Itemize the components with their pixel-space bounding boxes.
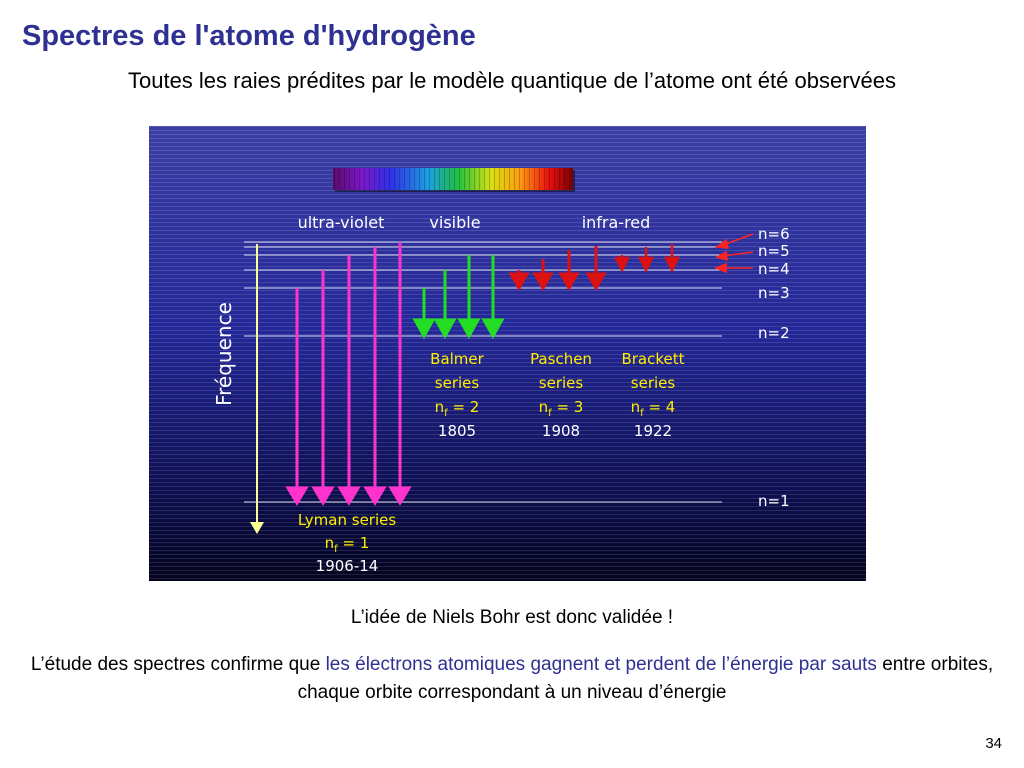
region-label-ir: infra-red (581, 213, 651, 232)
frequency-axis-arrowhead (250, 522, 264, 534)
region-label-visible: visible (429, 213, 481, 232)
pointer-arrow-n5 (723, 252, 753, 256)
level-label-n4: n=4 (758, 260, 790, 278)
level-label-n5: n=5 (758, 242, 790, 260)
paschen-arrows (511, 246, 604, 288)
slide-title: Spectres de l'atome d'hydrogène (22, 20, 476, 52)
brackett-arrows (616, 244, 678, 270)
level-pointer-arrows (716, 234, 753, 272)
conclusion-text (20, 651, 1004, 707)
paschen-label-year: 1908 (541, 422, 581, 440)
frequency-axis-label: Fréquence (212, 302, 236, 406)
level-label-n2: n=2 (758, 324, 790, 342)
diagram-svg (149, 126, 866, 581)
paschen-label-name: Paschen (530, 350, 592, 368)
level-label-n1: n=1 (758, 492, 790, 510)
brackett-label-nf: $n_f = 4$ (630, 398, 676, 419)
level-label-n3: n=3 (758, 284, 790, 302)
page-number: 34 (985, 735, 1002, 752)
frequency-axis (212, 244, 264, 534)
brackett-label-year: 1922 (633, 422, 673, 440)
lyman-label-year: 1906-14 (315, 557, 379, 575)
paschen-label-series: series (538, 374, 584, 392)
spectrum-strip (333, 168, 575, 192)
balmer-label-series: series (434, 374, 480, 392)
lyman-label-nf: $n_f = 1$ (324, 534, 370, 555)
region-label-uv: ultra-violet (297, 213, 385, 232)
conclusion-text-start: L’étude des spectres confirme que (30, 654, 326, 675)
balmer-label-nf: $n_f = 2$ (434, 398, 480, 419)
balmer-label-name: Balmer (430, 350, 484, 368)
brackett-label-name: Brackett (621, 350, 685, 368)
hydrogen-spectrum-diagram (149, 126, 866, 581)
energy-levels (244, 242, 722, 502)
conclusion-highlight: les électrons atomiques gagnent et perdent de l’énergie par sauts (325, 654, 877, 675)
lyman-label-name: Lyman series (297, 511, 397, 529)
brackett-label-series: series (630, 374, 676, 392)
bohr-validation-caption: L’idée de Niels Bohr est donc validée ! (350, 607, 674, 628)
lyman-arrows (288, 242, 409, 503)
paschen-label-nf: $n_f = 3$ (538, 398, 584, 419)
balmer-arrows (415, 255, 502, 336)
conclusion-text-end: entre orbites, chaque orbite correspondant à un niveau d’énergie (297, 654, 994, 703)
level-label-n6: n=6 (758, 225, 790, 243)
balmer-label-year: 1805 (437, 422, 477, 440)
slide-subtitle: Toutes les raies prédites par le modèle quantique de l’atome ont été observées (127, 68, 897, 93)
